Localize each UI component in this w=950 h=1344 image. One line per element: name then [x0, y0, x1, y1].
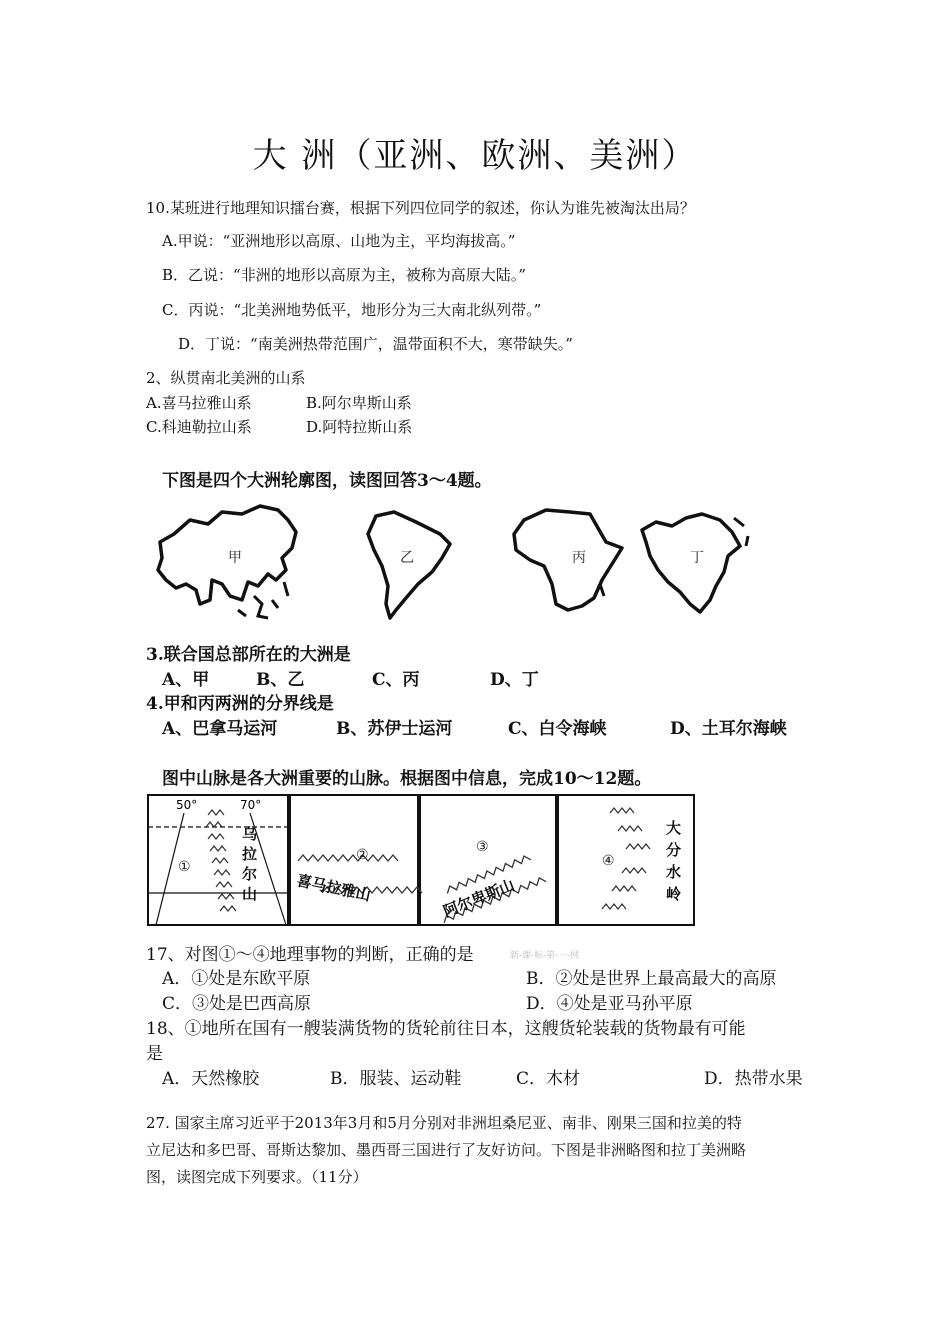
- q18-option-d: D．热带水果: [704, 1069, 803, 1089]
- continent-outline-bing: [514, 510, 622, 610]
- page-title: 大 洲（亚洲、欧洲、美洲）: [252, 136, 698, 176]
- panel-2-number: ②: [356, 847, 369, 863]
- q2-option-b: B.阿尔卑斯山系: [306, 394, 412, 412]
- intro-10-12: 图中山脉是各大洲重要的山脉。根据图中信息，完成10～12题。: [162, 769, 652, 789]
- q27-line3: 图，读图完成下列要求。（11分）: [146, 1168, 368, 1186]
- q3-option-b: B、乙: [256, 670, 305, 690]
- q3-option-d: D、丁: [490, 670, 539, 690]
- continent-label-yi: 乙: [400, 550, 414, 566]
- panel-1-number: ①: [178, 859, 191, 875]
- q4-option-b: B、苏伊士运河: [336, 719, 453, 739]
- q3-stem: 3.联合国总部所在的大洲是: [146, 645, 351, 665]
- q4-option-a: A、巴拿马运河: [162, 719, 278, 739]
- q17-option-a: A．①处是东欧平原: [162, 969, 311, 989]
- q10-option-c: C．丙说：“北美洲地势低平，地形分为三大南北纵列带。”: [162, 301, 542, 319]
- q3-option-c: C、丙: [372, 670, 420, 690]
- continent-label-ding: 丁: [690, 550, 704, 566]
- q10-stem: 10.某班进行地理知识擂台赛，根据下列四位同学的叙述，你认为谁先被淘汰出局？: [146, 199, 695, 217]
- panel-2-name: 喜马拉雅山: [295, 871, 373, 905]
- mountain-figure: [146, 793, 696, 929]
- svg-text:分: 分: [666, 841, 682, 859]
- lon-label-70: 70°: [240, 798, 262, 812]
- svg-text:水: 水: [666, 863, 682, 881]
- q27-line1: 27. 国家主席习近平于2013年3月和5月分别对非洲坦桑尼亚、南非、刚果三国和拉美的特: [146, 1114, 742, 1132]
- lon-label-50: 50°: [176, 798, 198, 812]
- q10-option-d: D．丁说：“南美洲热带范围广，温带面积不大，寒带缺失。”: [178, 335, 573, 353]
- continent-label-bing: 丙: [572, 550, 586, 566]
- q18-stem-line1: 18、①地所在国有一艘装满货物的货轮前往日本，这艘货轮装载的货物最有可能: [146, 1019, 746, 1039]
- svg-text:拉: 拉: [242, 845, 258, 863]
- q4-stem: 4.甲和丙两洲的分界线是: [146, 694, 334, 714]
- q10-option-b: B．乙说：“非洲的地形以高原为主，被称为高原大陆。”: [162, 266, 526, 284]
- q2-option-c: C.科迪勒拉山系: [146, 418, 252, 436]
- q27-line2: 立尼达和多巴哥、哥斯达黎加、墨西哥三国进行了友好访问。下图是非洲略图和拉丁美洲略: [146, 1141, 747, 1159]
- q4-option-c: C、白令海峡: [508, 719, 607, 739]
- q18-option-c: C．木材: [516, 1069, 581, 1089]
- q18-option-a: A．天然橡胶: [162, 1069, 260, 1089]
- q2-option-a: A.喜马拉雅山系: [146, 394, 252, 412]
- intro-3-4: 下图是四个大洲轮廓图，读图回答3～4题。: [162, 471, 492, 491]
- continent-label-jia: 甲: [228, 550, 242, 566]
- svg-text:山: 山: [242, 885, 258, 903]
- svg-text:尔: 尔: [242, 865, 258, 883]
- continent-outline-figure: [150, 500, 760, 630]
- q2-stem: 2、纵贯南北美洲的山系: [146, 369, 306, 387]
- watermark: 新-课-标-第-一-网: [510, 951, 580, 961]
- svg-text:岭: 岭: [666, 885, 682, 903]
- panel-4-number: ④: [602, 853, 615, 869]
- continent-outline-jia: [158, 506, 296, 604]
- panel-4-name-char-1: 大: [666, 819, 682, 837]
- mountain-panel-4: [558, 795, 694, 925]
- panel-1-name-char-1: 乌: [242, 825, 258, 843]
- q18-option-b: B．服装、运动鞋: [330, 1069, 462, 1089]
- q18-stem-line2: 是: [146, 1044, 163, 1064]
- q2-option-d: D.阿特拉斯山系: [306, 418, 413, 436]
- q10-option-a: A.甲说：“亚洲地形以高原、山地为主，平均海拔高。”: [162, 232, 516, 250]
- q4-option-d: D、土耳尔海峡: [670, 719, 787, 739]
- q17-option-b: B．②处是世界上最高最大的高原: [526, 969, 777, 989]
- panel-3-name: 阿尔卑斯山: [440, 875, 518, 921]
- panel-3-number: ③: [476, 839, 489, 855]
- q17-option-c: C．③处是巴西高原: [162, 994, 312, 1014]
- q3-option-a: A、甲: [162, 670, 210, 690]
- q17-option-d: D．④处是亚马孙平原: [526, 994, 693, 1014]
- q17-stem: 17、对图①～④地理事物的判断，正确的是: [146, 945, 474, 965]
